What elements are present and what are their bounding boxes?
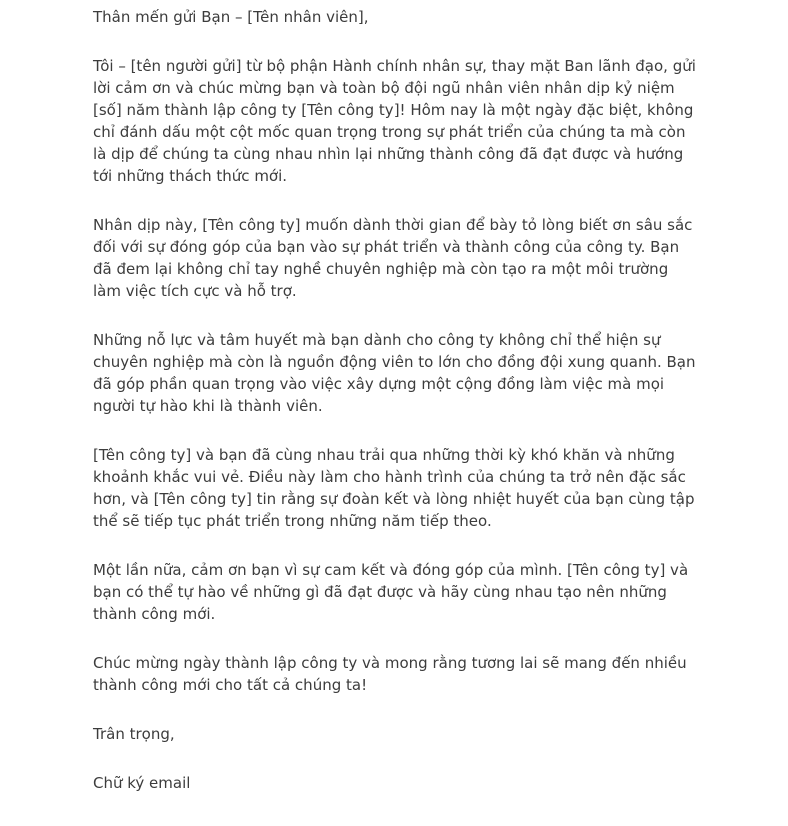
email-greeting: Thân mến gửi Bạn – [Tên nhân viên], [93, 8, 369, 26]
email-closing: Trân trọng, [93, 725, 175, 743]
email-body [93, 6, 697, 794]
email-signature: Chữ ký email [93, 774, 191, 792]
email-paragraph-1: Tôi – [tên người gửi] từ bộ phận Hành chính nhân sự, thay mặt Ban lãnh đạo, gửi lời cảm ơn và chúc mừng bạn và toàn bộ đội ngũ nhân viên nhân dịp kỷ niệm [số] năm thành lập công ty [Tên công ty]! Hôm nay là một ngày đặc biệt, không chỉ đánh dấu một cột mốc quan trọng trong sự phát triển của chúng ta mà còn là dịp để chúng ta cùng nhau nhìn lại những thành công đã đạt được và hướng tới những thách thức mới. [93, 57, 696, 185]
email-paragraph-6: Chúc mừng ngày thành lập công ty và mong rằng tương lai sẽ mang đến nhiều thành công mới cho tất cả chúng ta! [93, 654, 687, 694]
email-paragraph-4: [Tên công ty] và bạn đã cùng nhau trải qua những thời kỳ khó khăn và những khoảnh khắc vui vẻ. Điều này làm cho hành trình của chúng ta trở nên đặc sắc hơn, và [Tên công ty] tin rằng sự đoàn kết và lòng nhiệt huyết của bạn cùng tập thể sẽ tiếp tục phát triển trong những năm tiếp theo. [93, 446, 695, 530]
email-paragraph-5: Một lần nữa, cảm ơn bạn vì sự cam kết và đóng góp của mình. [Tên công ty] và bạn có thể tự hào về những gì đã đạt được và hãy cùng nhau tạo nên những thành công mới. [93, 561, 689, 623]
email-paragraph-2: Nhân dịp này, [Tên công ty] muốn dành thời gian để bày tỏ lòng biết ơn sâu sắc đối với sự đóng góp của bạn vào sự phát triển và thành công của công ty. Bạn đã đem lại không chỉ tay nghề chuyên nghiệp mà còn tạo ra một môi trường làm việc tích cực và hỗ trợ. [93, 216, 693, 300]
email-paragraph-3: Những nỗ lực và tâm huyết mà bạn dành cho công ty không chỉ thể hiện sự chuyên nghiệp mà còn là nguồn động viên to lớn cho đồng đội xung quanh. Bạn đã góp phần quan trọng vào việc xây dựng một cộng đồng làm việc mà mọi người tự hào khi là thành viên. [93, 331, 696, 415]
